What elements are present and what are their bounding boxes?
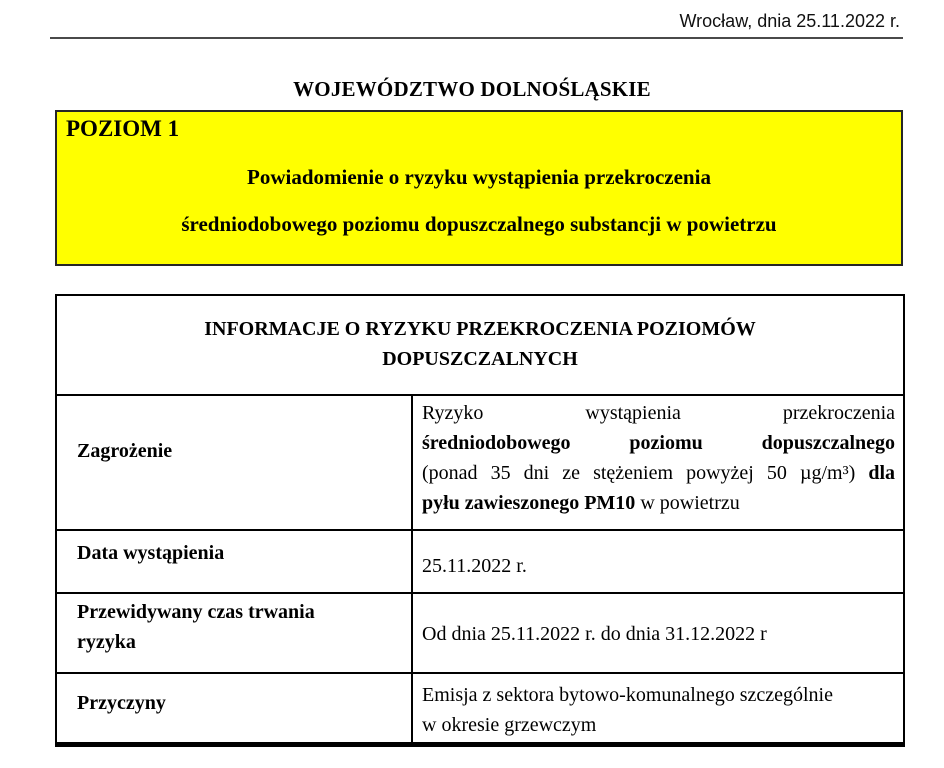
value-line — [422, 398, 895, 428]
value-line: w okresie grzewczym — [422, 714, 597, 736]
value-segment: dla — [868, 462, 896, 484]
row-label-zagrozenie — [56, 395, 412, 530]
table-header-cell — [56, 295, 904, 395]
value-segment: średniodobowego poziomu dopuszczalnego — [422, 432, 896, 454]
info-table — [55, 294, 905, 747]
row-label-text: Data wystąpienia — [77, 542, 225, 564]
value-line — [422, 458, 895, 488]
alert-level: POZIOM 1 — [66, 116, 180, 141]
table-row-czas-trwania — [56, 593, 904, 673]
row-label-przyczyny — [56, 673, 412, 744]
table-row-data-wystapienia — [56, 530, 904, 593]
row-value-data-wystapienia — [412, 530, 904, 593]
alert-banner — [55, 110, 903, 266]
row-label-czas-trwania — [56, 593, 412, 673]
value-line: Od dnia 25.11.2022 r. do dnia 31.12.2022 r — [422, 623, 767, 645]
value-line — [422, 488, 895, 518]
value-segment: Ryzyko wystąpienia przekroczenia — [422, 402, 896, 424]
row-value-przyczyny — [412, 673, 904, 744]
alert-subtitle-line-2: średniodobowego poziomu dopuszczalnego substancji w powietrzu — [181, 212, 777, 236]
table-row-zagrozenie — [56, 395, 904, 530]
value-segment: (ponad 35 dni ze stężeniem powyżej 50 µg/m³) — [422, 462, 869, 484]
value-line: Emisja z sektora bytowo-komunalnego szczególnie — [422, 684, 833, 706]
table-row-przyczyny — [56, 673, 904, 744]
table-header-row — [56, 295, 904, 395]
value-line: 25.11.2022 r. — [422, 555, 527, 577]
value-segment: w powietrzu — [635, 492, 740, 514]
document-page — [0, 10, 944, 768]
row-value-czas-trwania — [412, 593, 904, 673]
row-label-text: Przewidywany czas trwania ryzyka — [77, 601, 315, 653]
value-line — [422, 428, 895, 458]
row-label-data-wystapienia — [56, 530, 412, 593]
date-line: Wrocław, dnia 25.11.2022 r. — [679, 11, 900, 31]
alert-subtitle-line-1: Powiadomienie o ryzyku wystąpienia przekroczenia — [247, 165, 711, 189]
value-segment: pyłu zawieszonego PM10 — [422, 492, 636, 514]
table-header-line-1: INFORMACJE O RYZYKU PRZEKROCZENIA POZIOMÓW — [204, 318, 756, 340]
row-value-zagrozenie — [412, 395, 904, 530]
row-label-text: Przyczyny — [77, 692, 166, 714]
table-header-line-2: DOPUSZCZALNYCH — [382, 348, 578, 370]
region-title: WOJEWÓDZTWO DOLNOŚLĄSKIE — [293, 77, 651, 101]
header-rule — [50, 37, 903, 39]
row-label-text: Zagrożenie — [77, 440, 173, 462]
